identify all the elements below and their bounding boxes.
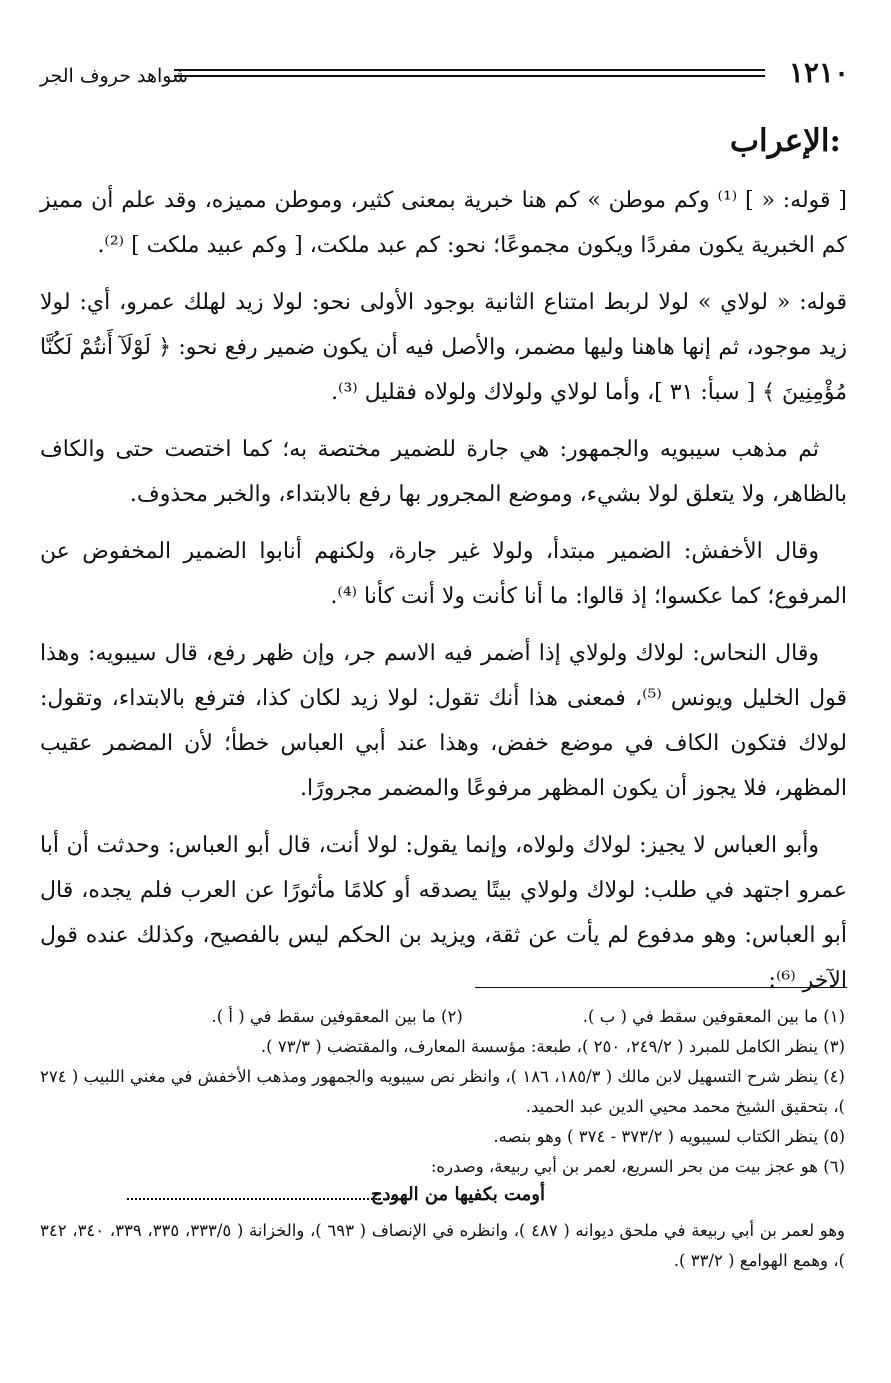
verse-dotted-line <box>127 1198 397 1200</box>
footnote-6: (٦) هو عجز بيت من بحر السريع، لعمر بن أبي ربيعة، وصدره: <box>430 1157 845 1176</box>
footnote-4: (٤) ينظر شرح التسهيل لابن مالك ( ١٨٥/٣، ١٨٦ )، وانظر نص سيبويه والجمهور ومذهب الأخفش في مغني اللبيب ( ٢٧٤ )، بتحقيق الشيخ محمد محيي الدين عبد الحميد. <box>40 1067 845 1116</box>
verse-line <box>40 1182 845 1216</box>
paragraph: [ قوله: « ] ⁽¹⁾ وكم موطن » كم هنا خبرية بمعنى كثير، وموطن مميزه، وقد علم أن مميز كم الخبرية يكون مفردًا ويكون مجموعًا؛ نحو: كم عبد ملكت، [ وكم عبيد ملكت ] ⁽²⁾. <box>40 188 847 258</box>
footnote-2: (٢) ما بين المعقوفين سقط في ( أ ). <box>211 1007 463 1026</box>
footnote-6-continuation: وهو لعمر بن أبي ربيعة في ملحق ديوانه ( ٤٨٧ )، وانظره في الإنصاف ( ٦٩٣ )، والخزانة ( ٣٣٣/٥، ٣٣٥، ٣٣٩، ٣٤٠، ٣٤٢ )، وهمع الهوامع ( ٣٣/٢ ). <box>40 1221 845 1270</box>
paragraph: وقال النحاس: لولاك ولولاي إذا أضمر فيه الاسم جر، وإن ظهر رفع، قال سيبويه: وهذا قول الخليل ويونس ⁽⁵⁾، فمعنى هذا أنك تقول: لولا زيد لكان كذا، فترفع بالابتداء، وتقول: لولاك فتكون الكاف في موضع خفض، وهذا عند أبي العباس خطأ؛ لأن المضمر عقيب المظهر، فلا يجوز أن يكون المظهر مرفوعًا والمضمر مجرورًا. <box>40 641 847 801</box>
main-text <box>40 178 847 1015</box>
paragraph: ثم مذهب سيبويه والجمهور: هي جارة للضمير مختصة به؛ كما اختصت حتى والكاف بالظاهر، ولا يتعلق لولا بشيء، وموضع المجرور بها رفع بالابتداء، والخبر محذوف. <box>40 437 847 507</box>
page-number: ١٢١٠ <box>788 56 849 89</box>
footnotes <box>40 1002 845 1276</box>
footnote-row <box>40 1002 845 1032</box>
footnote-1: (١) ما بين المعقوفين سقط في ( ب ). <box>582 1007 845 1026</box>
page-header <box>40 58 849 94</box>
paragraph: وأبو العباس لا يجيز: لولاك ولولاه، وإنما يقول: لولا أنت، قال أبو العباس: وحدثت أن أبا عمرو اجتهد في طلب: لولاك ولولاي بيتًا يصدقه أو كلامًا مأثورًا عن العرب فلم يجده، قال أبو العباس: وهو مدفوع لم يأت عن ثقة، ويزيد بن الحكم ليس بالفصيح، وكذلك عنده قول الآخر ⁽⁶⁾: <box>40 833 847 993</box>
verse-hemistich: أومت بكفيها من الهودج <box>370 1184 545 1205</box>
footnote-5: (٥) ينظر الكتاب لسيبويه ( ٣٧٣/٢ - ٣٧٤ ) وهو بنصه. <box>493 1127 845 1146</box>
footnote-3: (٣) ينظر الكامل للمبرد ( ٢٤٩/٢، ٢٥٠ )، طبعة: مؤسسة المعارف، والمقتضب ( ٧٣/٣ ). <box>260 1037 845 1056</box>
running-title: شواهد حروف الجر <box>40 65 189 87</box>
paragraph: وقال الأخفش: الضمير مبتدأ، ولولا غير جارة، ولكنهم أنابوا الضمير المخفوض عن المرفوع؛ كما عكسوا؛ إذ قالوا: ما أنا كأنت ولا أنت كأنا ⁽⁴⁾. <box>40 539 847 609</box>
section-heading: الإعراب: <box>729 123 841 159</box>
paragraph: قوله: « لولاي » لولا لربط امتناع الثانية بوجود الأولى نحو: لولا زيد لهلك عمرو، أي: لولا زيد موجود، ثم إنها هاهنا وليها مضمر، والأصل فيه أن يكون ضمير رفع نحو: ﴿ لَوْلَآ أَنتُمْ لَكُنَّا مُؤْمِنِينَ ﴾ [ سبأ: ٣١ ]، وأما لولاي ولولاك ولولاه فقليل ⁽³⁾. <box>40 290 847 405</box>
header-double-rule <box>174 69 765 77</box>
footnote-separator <box>475 987 847 988</box>
